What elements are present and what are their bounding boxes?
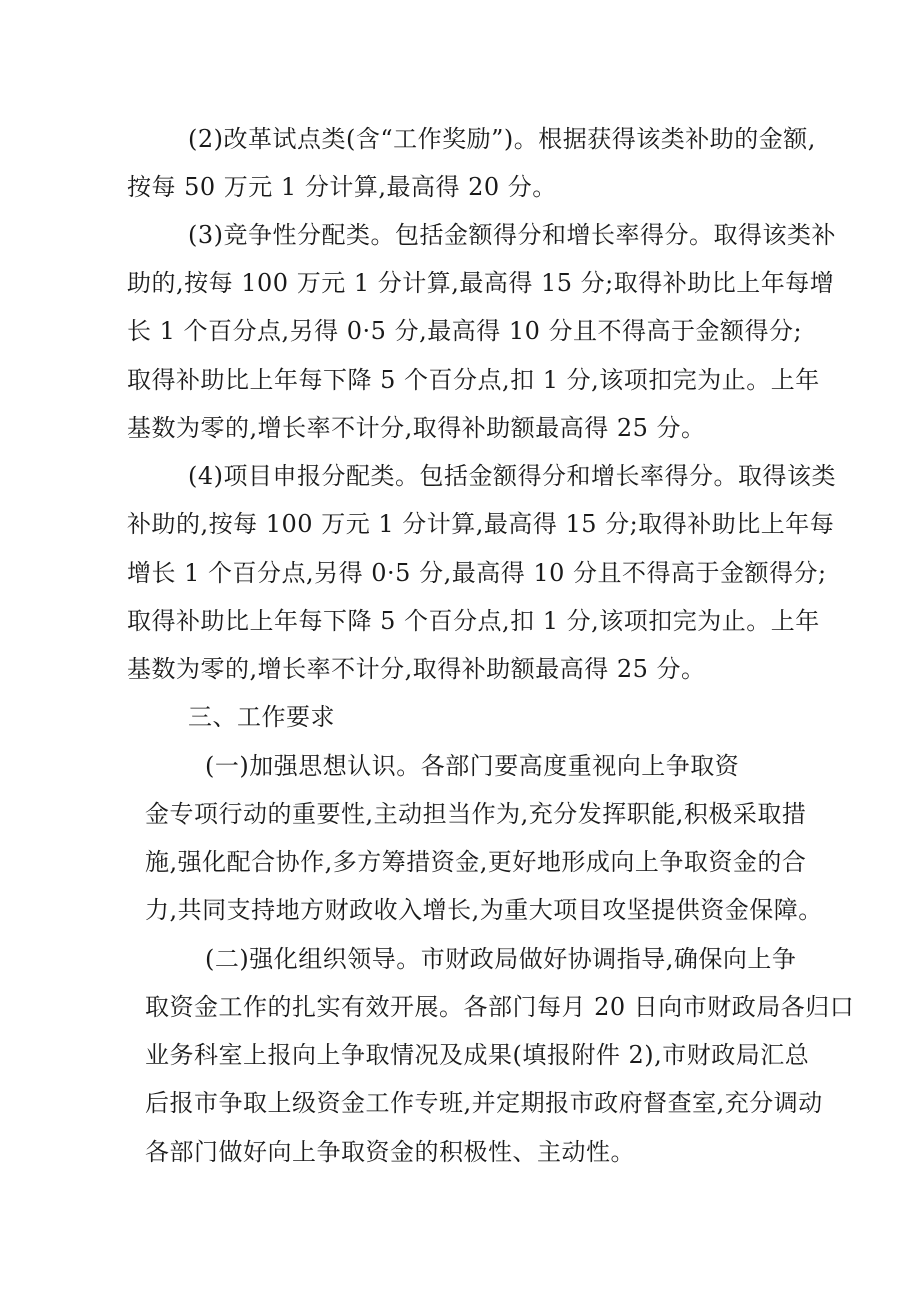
- paragraph-line: (3)竞争性分配类。包括金额得分和增长率得分。取得该类补: [188, 221, 836, 249]
- paragraph-line: 基数为零的,增长率不计分,取得补助额最高得 25 分。: [127, 414, 706, 442]
- paragraph-line: (二)强化组织领导。市财政局做好协调指导,确保向上争: [205, 945, 797, 973]
- paragraph-line: 业务科室上报向上争取情况及成果(填报附件 2),市财政局汇总: [145, 1041, 810, 1069]
- paragraph-line: 助的,按每 100 万元 1 分计算,最高得 15 分;取得补助比上年每增: [127, 269, 835, 297]
- paragraph-line: 取得补助比上年每下降 5 个百分点,扣 1 分,该项扣完为止。上年: [127, 366, 820, 394]
- section-heading: 三、工作要求: [188, 703, 335, 731]
- paragraph-line: 取得补助比上年每下降 5 个百分点,扣 1 分,该项扣完为止。上年: [127, 607, 820, 635]
- paragraph-line: 按每 50 万元 1 分计算,最高得 20 分。: [127, 173, 557, 201]
- paragraph-line: (2)改革试点类(含“工作奖励”)。根据获得该类补助的金额,: [188, 125, 816, 153]
- paragraph-line: 基数为零的,增长率不计分,取得补助额最高得 25 分。: [127, 655, 706, 683]
- paragraph-line: 各部门做好向上争取资金的积极性、主动性。: [145, 1138, 635, 1166]
- paragraph-line: 增长 1 个百分点,另得 0·5 分,最高得 10 分且不得高于金额得分;: [127, 559, 827, 587]
- paragraph-line: 金专项行动的重要性,主动担当作为,充分发挥职能,积极采取措: [145, 800, 807, 828]
- paragraph-line: 后报市争取上级资金工作专班,并定期报市政府督查室,充分调动: [145, 1089, 823, 1117]
- paragraph-line: 施,强化配合协作,多方筹措资金,更好地形成向上争取资金的合: [145, 848, 807, 876]
- paragraph-line: 长 1 个百分点,另得 0·5 分,最高得 10 分且不得高于金额得分;: [127, 317, 803, 345]
- paragraph-line: (4)项目申报分配类。包括金额得分和增长率得分。取得该类: [188, 462, 836, 490]
- paragraph-line: 补助的,按每 100 万元 1 分计算,最高得 15 分;取得补助比上年每: [127, 510, 835, 538]
- paragraph-line: (一)加强思想认识。各部门要高度重视向上争取资: [205, 752, 740, 780]
- paragraph-line: 取资金工作的扎实有效开展。各部门每月 20 日向市财政局各归口: [145, 993, 855, 1021]
- paragraph-line: 力,共同支持地方财政收入增长,为重大项目攻坚提供资金保障。: [145, 896, 823, 924]
